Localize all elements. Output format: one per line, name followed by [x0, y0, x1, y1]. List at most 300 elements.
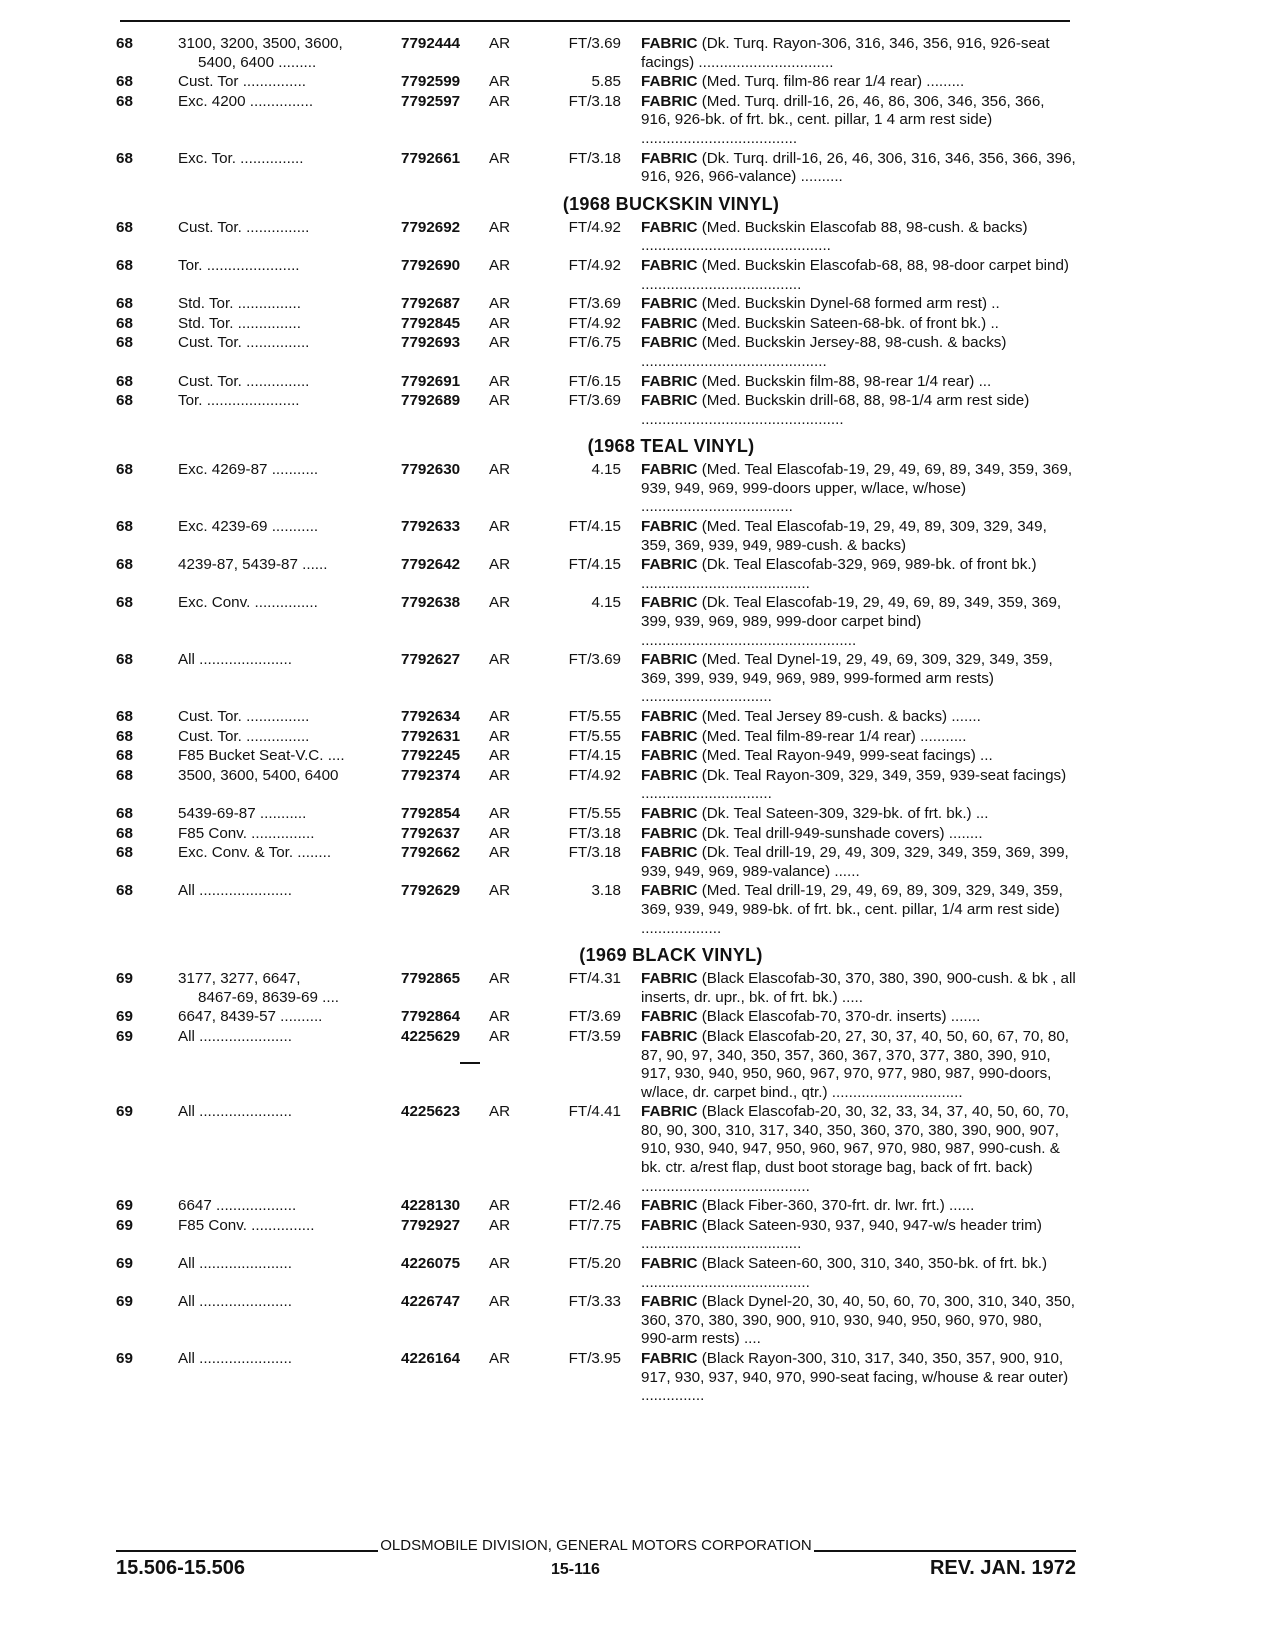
description-text: (Med. Buckskin film-88, 98-rear 1/4 rear) ...	[697, 372, 992, 390]
table-row	[116, 1028, 1076, 1102]
part-number: 7792627	[401, 651, 461, 669]
description-label: FABRIC	[641, 1255, 698, 1273]
description	[641, 805, 1076, 824]
table-row	[116, 35, 1076, 72]
table-row	[116, 844, 1076, 881]
section-heading: (1968 TEAL VINYL)	[587, 436, 755, 457]
dash-mark	[460, 1062, 480, 1064]
model-cell	[178, 150, 401, 169]
unit-price: FT/3.18	[568, 92, 621, 110]
year-cell: 68	[116, 73, 133, 91]
unit-price: FT/4.92	[568, 314, 621, 332]
footer-rule-left	[116, 1550, 378, 1552]
description	[641, 728, 1076, 747]
quantity: AR	[489, 727, 511, 745]
model-line: 6647, 8439-57 ..........	[178, 1008, 323, 1026]
description	[641, 767, 1076, 804]
table-row	[116, 1217, 1076, 1254]
description-text: (Black Rayon-300, 310, 317, 340, 350, 357, 900, 910, 917, 930, 937, 940, 970, 990-seat facing, w/house & rear outer) ...............	[641, 1350, 1069, 1405]
model-cell	[178, 1255, 401, 1274]
quantity: AR	[489, 970, 511, 988]
description-text: (Med. Buckskin Jersey-88, 98-cush. & backs) ............................................	[641, 334, 1007, 370]
table-row	[116, 805, 1076, 824]
quantity: AR	[489, 1255, 511, 1273]
description	[641, 1008, 1076, 1027]
table-row	[116, 1350, 1076, 1406]
unit-price: FT/5.55	[568, 708, 621, 725]
model-cell	[178, 257, 401, 276]
quantity: AR	[489, 882, 511, 900]
part-number: 7792642	[401, 556, 461, 574]
description-text: (Dk. Teal Sateen-309, 329-bk. of frt. bk.) ...	[697, 804, 989, 822]
unit-price: FT/4.92	[568, 218, 621, 236]
top-rule	[120, 20, 1070, 22]
quantity: AR	[489, 708, 511, 725]
unit-price: FT/3.18	[568, 149, 621, 167]
description-label: FABRIC	[641, 149, 698, 167]
description-label: FABRIC	[641, 218, 698, 236]
description	[641, 257, 1076, 294]
quantity: AR	[489, 1350, 511, 1367]
model-cell	[178, 556, 401, 575]
part-number: 7792634	[401, 708, 461, 725]
unit-price: FT/5.55	[568, 804, 621, 822]
description-text: (Black Sateen-930, 937, 940, 947-w/s header trim) ......................................	[641, 1216, 1042, 1253]
description-text: (Med. Teal Dynel-19, 29, 49, 69, 309, 329, 349, 359, 369, 399, 939, 949, 969, 989, 999-formed arm rests) ...............................	[641, 651, 1053, 706]
model-line: All ......................	[178, 882, 292, 900]
footer-rule-right	[814, 1550, 1076, 1552]
model-line: All ......................	[178, 651, 292, 669]
description-label: FABRIC	[641, 1293, 698, 1311]
model-cell	[178, 1008, 401, 1027]
model-line: 3100, 3200, 3500, 3600,	[178, 35, 343, 52]
description	[641, 556, 1076, 593]
year-cell: 68	[116, 372, 133, 390]
year-cell: 68	[116, 804, 133, 822]
part-number: 7792689	[401, 392, 461, 410]
description-label: FABRIC	[641, 1197, 698, 1215]
table-row	[116, 461, 1076, 517]
footer-page-number: 15-116	[551, 1561, 600, 1578]
description-text: (Med. Buckskin Sateen-68-bk. of front bk.) ..	[697, 314, 999, 332]
section-heading: (1968 BUCKSKIN VINYL)	[562, 193, 780, 214]
model-cell	[178, 373, 401, 392]
description-label: FABRIC	[641, 1350, 698, 1367]
model-line: 3500, 3600, 5400, 6400	[178, 766, 339, 784]
model-line: Tor. ......................	[178, 256, 300, 274]
model-cell	[178, 219, 401, 238]
description	[641, 970, 1076, 1007]
description-text: (Black Fiber-360, 370-frt. dr. lwr. frt.) ......	[697, 1197, 975, 1215]
description	[641, 315, 1076, 334]
description	[641, 844, 1076, 881]
year-cell: 69	[116, 1350, 133, 1367]
table-row	[116, 708, 1076, 727]
description-label: FABRIC	[641, 256, 698, 274]
model-line: Cust. Tor ...............	[178, 73, 307, 91]
model-cell	[178, 1103, 401, 1122]
description-label: FABRIC	[641, 766, 698, 784]
description-label: FABRIC	[641, 594, 698, 612]
unit-price: FT/7.75	[568, 1216, 621, 1234]
model-cell	[178, 315, 401, 334]
part-number: 7792692	[401, 218, 461, 236]
table-row	[116, 93, 1076, 149]
description-text: (Dk. Teal Elascofab-19, 29, 49, 69, 89, 349, 359, 369, 399, 939, 969, 989, 999-door carpet bind) ...................................................	[641, 594, 1062, 649]
description	[641, 1293, 1076, 1349]
quantity: AR	[489, 35, 511, 52]
description-text: (Med. Buckskin Elascofab 88, 98-cush. & backs) .............................................	[641, 218, 1028, 255]
model-line: Std. Tor. ...............	[178, 314, 301, 332]
description	[641, 1103, 1076, 1196]
description	[641, 295, 1076, 314]
quantity: AR	[489, 556, 511, 574]
model-line: Exc. 4269-87 ...........	[178, 461, 319, 479]
quantity: AR	[489, 844, 511, 862]
quantity: AR	[489, 334, 511, 352]
description-text: (Med. Turq. film-86 rear 1/4 rear) .........	[697, 73, 965, 91]
model-cell	[178, 1197, 401, 1216]
description	[641, 35, 1076, 72]
year-cell: 69	[116, 1197, 133, 1215]
quantity: AR	[489, 73, 511, 91]
part-number: 7792444	[401, 35, 461, 52]
quantity: AR	[489, 1027, 511, 1045]
unit-price: 4.15	[591, 594, 621, 612]
year-cell: 69	[116, 1293, 133, 1311]
quantity: AR	[489, 149, 511, 167]
description-label: FABRIC	[641, 392, 698, 410]
description-text: (Black Elascofab-70, 370-dr. inserts) .......	[697, 1008, 981, 1026]
description	[641, 150, 1076, 187]
year-cell: 68	[116, 844, 133, 862]
quantity: AR	[489, 766, 511, 784]
year-cell: 68	[116, 747, 133, 765]
model-line: All ......................	[178, 1103, 292, 1121]
part-number: 7792599	[401, 73, 461, 91]
model-line: All ......................	[178, 1293, 292, 1311]
unit-price: FT/3.69	[568, 392, 621, 410]
table-row	[116, 1008, 1076, 1027]
description-text: (Black Dynel-20, 30, 40, 50, 60, 70, 300, 310, 340, 350, 360, 370, 380, 390, 900, 910, 930, 940, 950, 960, 970, 980, 990-arm rests) ....	[641, 1293, 1075, 1348]
part-number: 7792630	[401, 461, 461, 479]
table-row	[116, 1255, 1076, 1292]
model-cell	[178, 825, 401, 844]
model-line: 8467-69, 8639-69 ....	[198, 988, 340, 1006]
part-number: 7792854	[401, 804, 461, 822]
description-label: FABRIC	[641, 92, 698, 110]
model-line: F85 Bucket Seat-V.C. ....	[178, 747, 345, 765]
year-cell: 68	[116, 882, 133, 900]
part-number: 4225623	[401, 1103, 461, 1121]
part-number: 7792633	[401, 518, 461, 536]
unit-price: FT/4.15	[568, 518, 621, 536]
model-line: Cust. Tor. ...............	[178, 218, 310, 236]
part-number: 7792687	[401, 295, 461, 313]
model-cell	[178, 295, 401, 314]
description-text: (Black Sateen-60, 300, 310, 340, 350-bk. of frt. bk.) ........................................	[641, 1255, 1048, 1291]
unit-price: FT/4.15	[568, 556, 621, 574]
year-cell: 68	[116, 334, 133, 352]
model-line: Exc. Conv. ...............	[178, 594, 318, 612]
description-label: FABRIC	[641, 1216, 698, 1234]
table-row	[116, 970, 1076, 1007]
model-line: Cust. Tor. ...............	[178, 372, 310, 390]
description	[641, 747, 1076, 766]
quantity: AR	[489, 1197, 511, 1215]
model-cell	[178, 461, 401, 480]
unit-price: FT/3.18	[568, 824, 621, 842]
description-text: (Black Elascofab-30, 370, 380, 390, 900-cush. & bk , all inserts, dr. upr., bk. of frt. bk.) .....	[641, 970, 1076, 1006]
unit-price: FT/3.59	[568, 1027, 621, 1045]
year-cell: 68	[116, 708, 133, 725]
quantity: AR	[489, 747, 511, 765]
description-text: (Dk. Turq. Rayon-306, 316, 346, 356, 916, 926-seat facings) ................................	[641, 35, 1050, 71]
unit-price: 3.18	[591, 882, 621, 900]
description-label: FABRIC	[641, 1103, 698, 1121]
table-row	[116, 150, 1076, 187]
year-cell: 69	[116, 1008, 133, 1026]
description	[641, 882, 1076, 938]
unit-price: FT/4.92	[568, 766, 621, 784]
year-cell: 68	[116, 35, 133, 52]
description-text: (Med. Teal Jersey 89-cush. & backs) .......	[697, 708, 981, 725]
model-cell	[178, 882, 401, 901]
model-cell	[178, 594, 401, 613]
part-number: 7792245	[401, 747, 461, 765]
model-cell	[178, 392, 401, 411]
part-number: 7792662	[401, 844, 461, 862]
model-cell	[178, 708, 401, 727]
year-cell: 68	[116, 295, 133, 313]
description	[641, 392, 1076, 429]
model-line: F85 Conv. ...............	[178, 824, 315, 842]
model-line: F85 Conv. ...............	[178, 1216, 315, 1234]
part-number: 4226075	[401, 1255, 461, 1273]
quantity: AR	[489, 92, 511, 110]
unit-price: FT/3.33	[568, 1293, 621, 1311]
model-cell	[178, 844, 401, 863]
table-row	[116, 257, 1076, 294]
description-text: (Med. Buckskin drill-68, 88, 98-1/4 arm rest side) ................................................	[641, 392, 1030, 428]
quantity: AR	[489, 372, 511, 390]
description-label: FABRIC	[641, 824, 698, 842]
part-number: 7792927	[401, 1216, 461, 1234]
table-row	[116, 1293, 1076, 1349]
description-label: FABRIC	[641, 882, 698, 900]
model-cell	[178, 747, 401, 766]
model-line: Tor. ......................	[178, 392, 300, 410]
unit-price: FT/6.15	[568, 372, 621, 390]
year-cell: 68	[116, 218, 133, 236]
model-cell	[178, 1350, 401, 1369]
quantity: AR	[489, 1216, 511, 1234]
model-line: 6647 ...................	[178, 1197, 297, 1215]
model-line: 5439-69-87 ...........	[178, 804, 307, 822]
description	[641, 651, 1076, 707]
description	[641, 93, 1076, 149]
table-row	[116, 392, 1076, 429]
model-line: 4239-87, 5439-87 ......	[178, 556, 328, 574]
unit-price: FT/3.69	[568, 1008, 621, 1026]
unit-price: 5.85	[591, 73, 621, 91]
description	[641, 334, 1076, 371]
part-number: 7792691	[401, 372, 461, 390]
description-text: (Med. Teal Elascofab-19, 29, 49, 69, 89, 349, 359, 369, 939, 949, 969, 999-doors upper, w/lace, w/hose) ....................................	[641, 461, 1073, 516]
part-number: 7792637	[401, 824, 461, 842]
quantity: AR	[489, 256, 511, 274]
part-number: 7792690	[401, 256, 461, 274]
description-text: (Med. Turq. drill-16, 26, 46, 86, 306, 346, 356, 366, 916, 926-bk. of frt. bk., cent. pillar, 1 4 arm rest side) .....................................	[641, 92, 1045, 147]
table-row	[116, 334, 1076, 371]
year-cell: 68	[116, 518, 133, 536]
part-number: 7792845	[401, 314, 461, 332]
quantity: AR	[489, 295, 511, 313]
description-label: FABRIC	[641, 461, 698, 479]
description	[641, 1350, 1076, 1406]
unit-price: FT/2.46	[568, 1197, 621, 1215]
quantity: AR	[489, 1103, 511, 1121]
year-cell: 68	[116, 556, 133, 574]
description-text: (Dk. Turq. drill-16, 26, 46, 306, 316, 346, 356, 366, 396, 916, 926, 966-valance) ..........	[641, 149, 1076, 186]
unit-price: FT/5.20	[568, 1255, 621, 1273]
description	[641, 1255, 1076, 1292]
description-text: (Med. Teal drill-19, 29, 49, 69, 89, 309, 329, 349, 359, 369, 939, 949, 989-bk. of frt. bk., cent. pillar, 1/4 arm rest side) ...................	[641, 882, 1063, 937]
year-cell: 69	[116, 1027, 133, 1045]
footer-division-line	[116, 1537, 1076, 1554]
description-text: (Dk. Teal Rayon-309, 329, 349, 359, 939-seat facings) ...............................	[641, 766, 1067, 803]
table-row	[116, 594, 1076, 650]
model-line: Exc. 4200 ...............	[178, 92, 314, 110]
footer-group-range: 15.506-15.506	[116, 1557, 246, 1579]
unit-price: FT/3.69	[568, 35, 621, 52]
table-row	[116, 518, 1076, 555]
table-row	[116, 295, 1076, 314]
table-row	[116, 747, 1076, 766]
model-line: All ......................	[178, 1255, 292, 1273]
unit-price: FT/4.31	[568, 970, 621, 988]
part-number: 7792374	[401, 766, 461, 784]
model-line: All ......................	[178, 1027, 292, 1045]
model-cell	[178, 728, 401, 747]
quantity: AR	[489, 1008, 511, 1026]
model-cell	[178, 970, 401, 1007]
description-label: FABRIC	[641, 73, 698, 91]
year-cell: 68	[116, 461, 133, 479]
description-label: FABRIC	[641, 708, 698, 725]
year-cell: 68	[116, 149, 133, 167]
part-number: 7792865	[401, 970, 461, 988]
year-cell: 68	[116, 256, 133, 274]
footer-division: OLDSMOBILE DIVISION, GENERAL MOTORS CORPORATION	[380, 1537, 812, 1554]
year-cell: 69	[116, 1255, 133, 1273]
unit-price: FT/4.92	[568, 256, 621, 274]
part-number: 4225629	[401, 1027, 461, 1045]
year-cell: 68	[116, 92, 133, 110]
table-row	[116, 219, 1076, 256]
year-cell: 69	[116, 970, 133, 988]
part-number: 4228130	[401, 1197, 461, 1215]
quantity: AR	[489, 218, 511, 236]
model-line: Exc. Conv. & Tor. ........	[178, 844, 332, 862]
table-row	[116, 825, 1076, 844]
description	[641, 73, 1076, 92]
model-line: Cust. Tor. ...............	[178, 334, 310, 352]
model-line: All ......................	[178, 1350, 292, 1367]
description-text: (Black Elascofab-20, 30, 32, 33, 34, 37, 40, 50, 60, 70, 80, 90, 300, 310, 317, 340, 350, 360, 370, 380, 390, 900, 907, 910, 930, 940, 947, 950, 960, 967, 970, 980, 987, 990-cush. & bk. ctr. a/rest flap, dust boot storage bag, back of frt. back) ........................................	[641, 1103, 1070, 1195]
section-heading: (1969 BLACK VINYL)	[579, 945, 763, 966]
description-label: FABRIC	[641, 651, 698, 669]
description-label: FABRIC	[641, 556, 698, 574]
part-number: 7792597	[401, 92, 461, 110]
table-row	[116, 651, 1076, 707]
quantity: AR	[489, 1293, 511, 1311]
description-label: FABRIC	[641, 970, 698, 988]
model-line: Cust. Tor. ...............	[178, 708, 310, 725]
year-cell: 69	[116, 1103, 133, 1121]
part-number: 7792864	[401, 1008, 461, 1026]
description-text: (Dk. Teal drill-949-sunshade covers) ........	[697, 824, 983, 842]
year-cell: 68	[116, 392, 133, 410]
model-cell	[178, 35, 401, 72]
table-row	[116, 767, 1076, 804]
table-row	[116, 1103, 1076, 1196]
model-line: Std. Tor. ...............	[178, 295, 301, 313]
part-number: 7792629	[401, 882, 461, 900]
description-label: FABRIC	[641, 804, 698, 822]
model-cell	[178, 1293, 401, 1312]
table-row	[116, 1197, 1076, 1216]
unit-price: 4.15	[591, 461, 621, 479]
quantity: AR	[489, 518, 511, 536]
quantity: AR	[489, 392, 511, 410]
quantity: AR	[489, 314, 511, 332]
year-cell: 68	[116, 727, 133, 745]
year-cell: 68	[116, 766, 133, 784]
unit-price: FT/4.41	[568, 1103, 621, 1121]
model-line: 5400, 6400 .........	[198, 53, 317, 71]
description	[641, 708, 1076, 727]
description-text: (Med. Buckskin Dynel-68 formed arm rest) ..	[697, 295, 1000, 313]
quantity: AR	[489, 651, 511, 669]
description	[641, 461, 1076, 517]
model-cell	[178, 334, 401, 353]
description	[641, 518, 1076, 555]
model-cell	[178, 93, 401, 112]
description-label: FABRIC	[641, 372, 698, 390]
description-label: FABRIC	[641, 35, 698, 52]
year-cell: 68	[116, 824, 133, 842]
unit-price: FT/3.95	[568, 1350, 621, 1367]
part-number: 7792693	[401, 334, 461, 352]
description	[641, 373, 1076, 392]
model-cell	[178, 73, 401, 92]
description	[641, 1197, 1076, 1216]
model-line: Exc. 4239-69 ...........	[178, 518, 319, 536]
model-line: Cust. Tor. ...............	[178, 727, 310, 745]
unit-price: FT/5.55	[568, 727, 621, 745]
description-text: (Med. Buckskin Elascofab-68, 88, 98-door carpet bind) ......................................	[641, 256, 1069, 293]
quantity: AR	[489, 461, 511, 479]
footer	[116, 1557, 1076, 1587]
year-cell: 68	[116, 594, 133, 612]
description-label: FABRIC	[641, 844, 698, 862]
table-row	[116, 73, 1076, 92]
year-cell: 68	[116, 651, 133, 669]
quantity: AR	[489, 824, 511, 842]
description-label: FABRIC	[641, 314, 698, 332]
description-label: FABRIC	[641, 334, 698, 352]
